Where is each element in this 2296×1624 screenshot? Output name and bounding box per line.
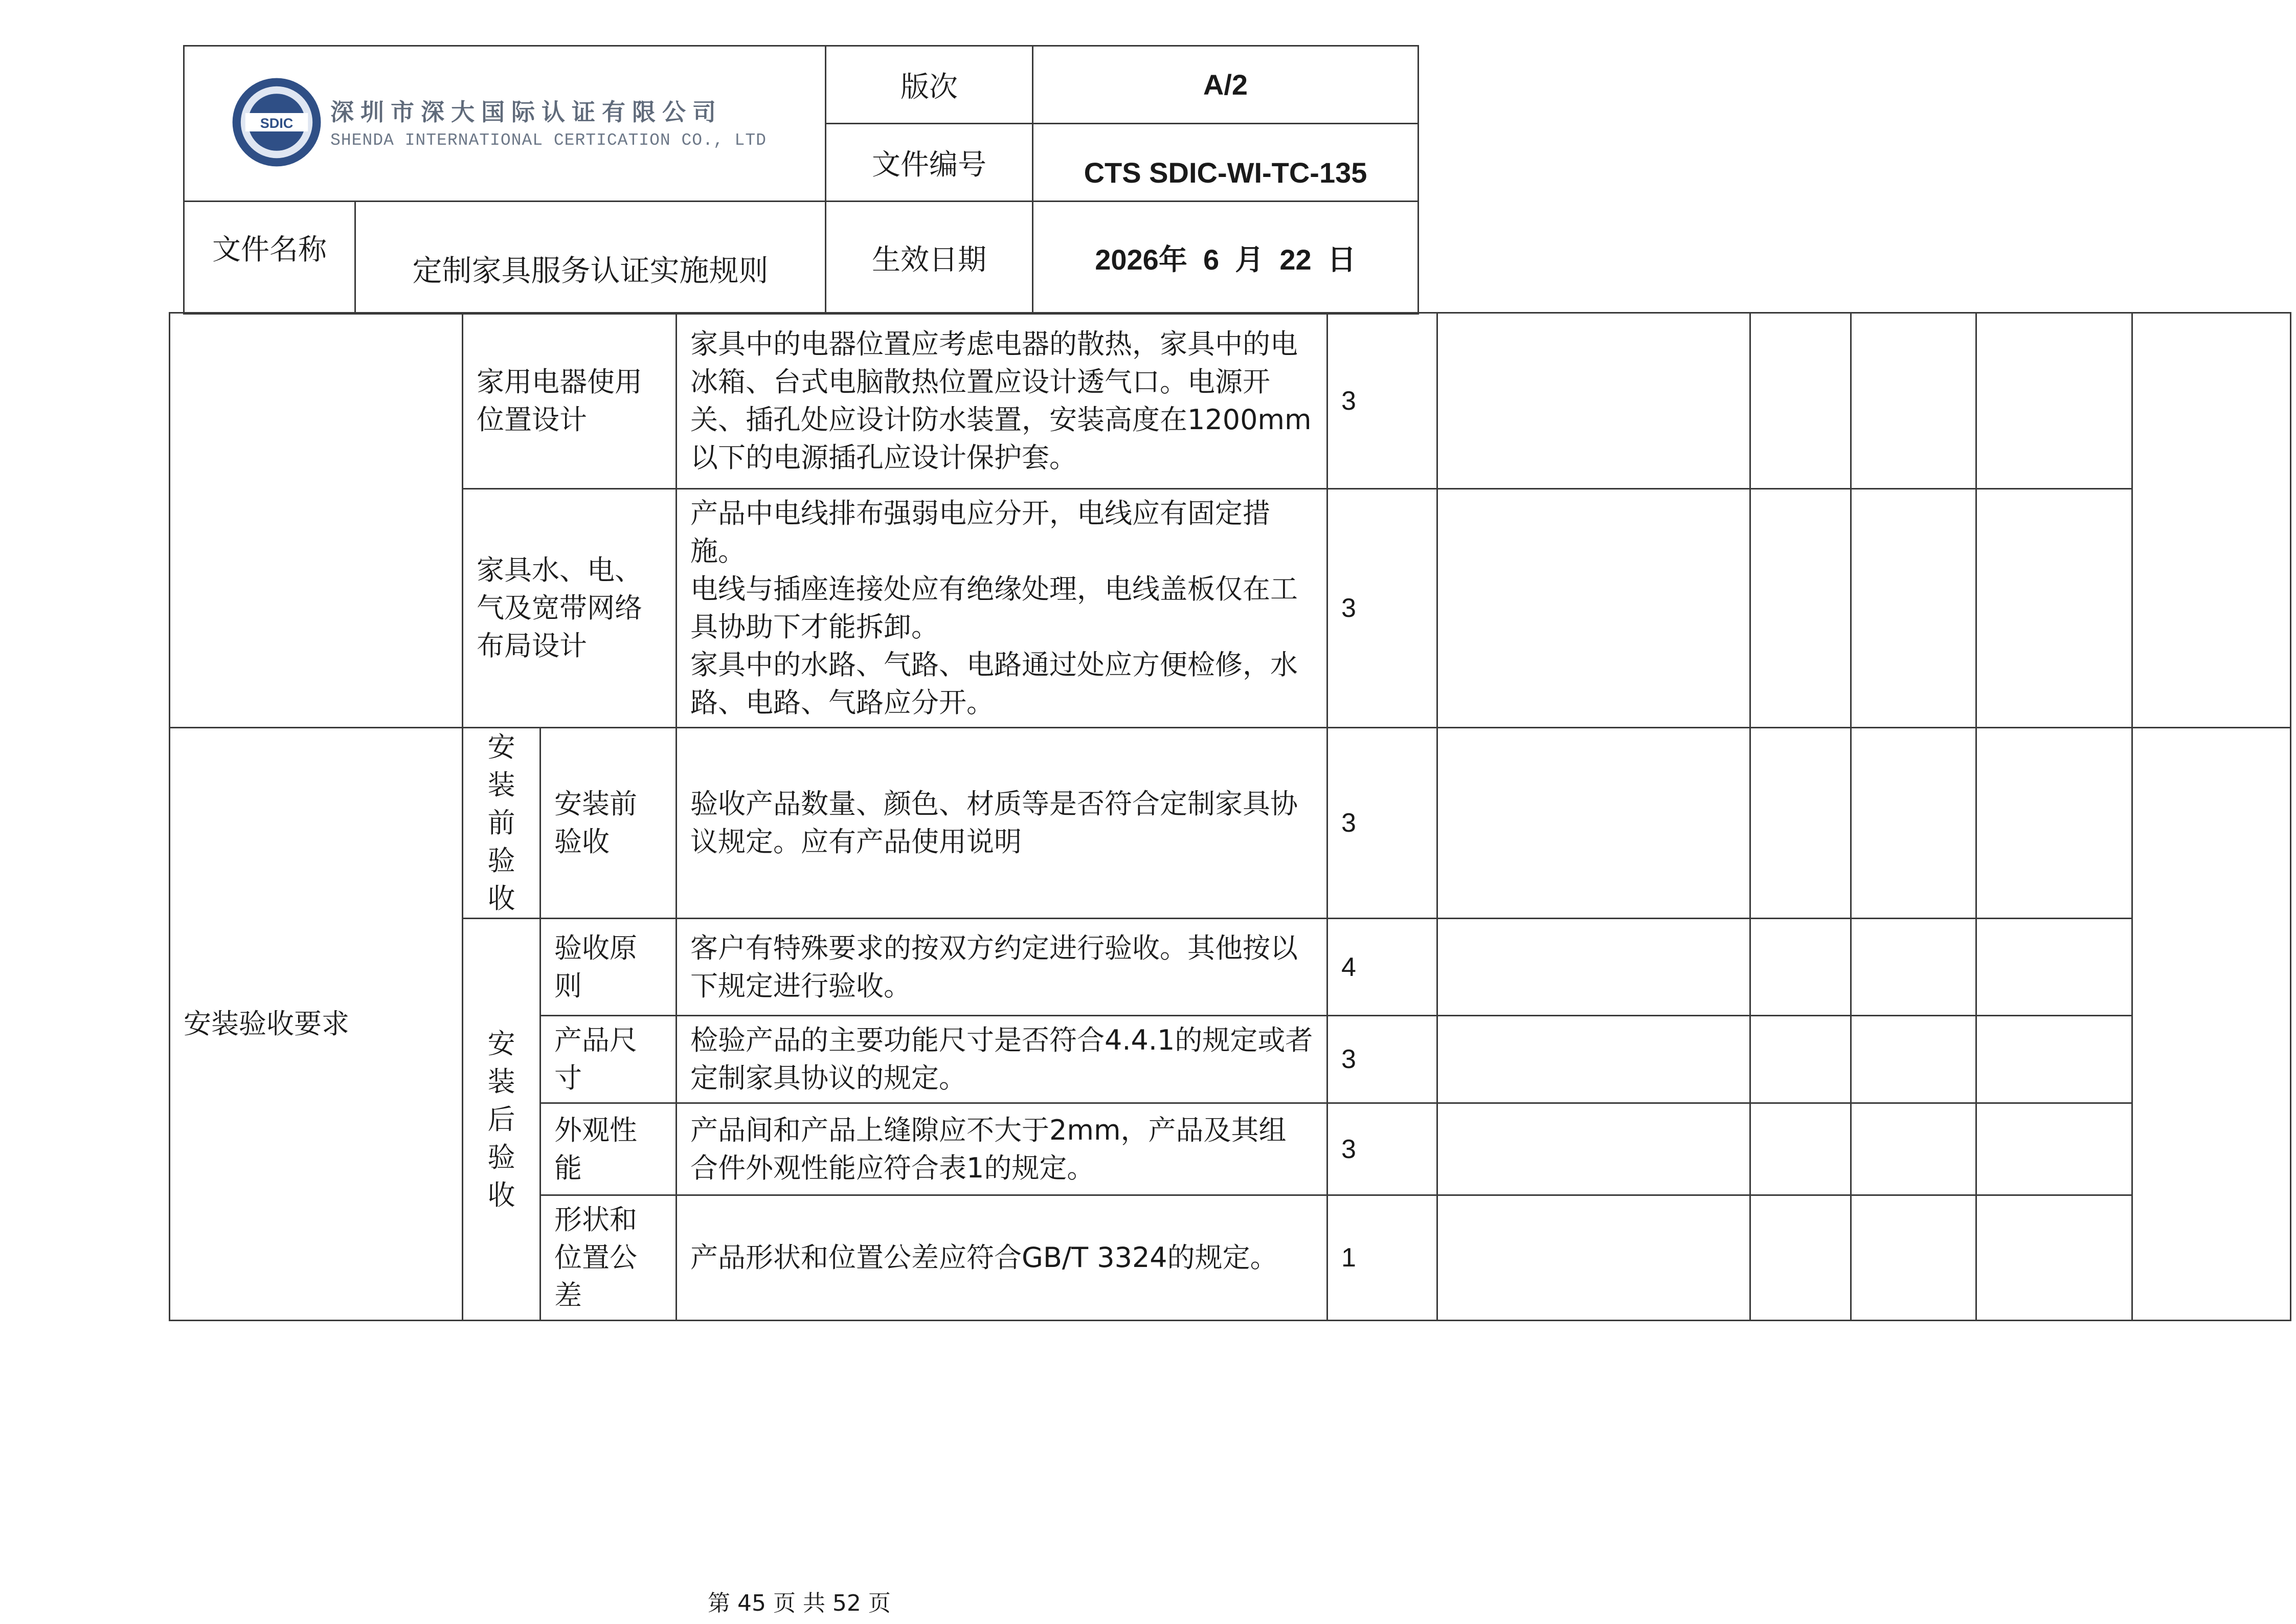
item-cell: 家具水、电、气及宽带网络布局设计: [463, 489, 677, 728]
section-cell-empty: [170, 313, 463, 728]
blank-cell: [1851, 728, 1976, 919]
blank-cell: [1851, 1195, 1976, 1321]
blank-cell: [1750, 313, 1851, 489]
blank-cell: [1976, 1016, 2132, 1103]
doc-number-value: CTS SDIC-WI-TC-135: [1033, 124, 1419, 202]
blank-cell: [1437, 919, 1750, 1016]
blank-cell: [1437, 728, 1750, 919]
blank-cell: [1437, 1103, 1750, 1195]
blank-cell: [1851, 1016, 1976, 1103]
logo-text: SDIC: [260, 115, 294, 131]
score-cell: 3: [1327, 313, 1437, 489]
blank-cell: [1750, 489, 1851, 728]
item-cell: 产品尺寸: [541, 1016, 677, 1103]
doc-number-label: 文件编号: [826, 124, 1033, 202]
document-header: [183, 45, 1419, 315]
blank-cell: [1851, 919, 1976, 1016]
blank-cell: [1976, 1103, 2132, 1195]
score-cell: 3: [1327, 728, 1437, 919]
doc-name-label: 文件名称: [184, 202, 355, 314]
requirement-cell: 客户有特殊要求的按双方约定进行验收。其他按以下规定进行验收。: [677, 919, 1327, 1016]
requirement-cell: 验收产品数量、颜色、材质等是否符合定制家具协议规定。应有产品使用说明: [677, 728, 1327, 919]
item-cell: 外观性能: [541, 1103, 677, 1195]
requirement-cell: 检验产品的主要功能尺寸是否符合4.4.1的规定或者定制家具协议的规定。: [677, 1016, 1327, 1103]
blank-cell: [1976, 313, 2132, 489]
table-row: [170, 919, 2291, 1016]
score-cell: 1: [1327, 1195, 1437, 1321]
blank-cell: [1750, 728, 1851, 919]
blank-cell: [1437, 1016, 1750, 1103]
post-install-group: 安装后验收: [463, 919, 541, 1321]
blank-cell: [1437, 313, 1750, 489]
effective-date-label: 生效日期: [826, 202, 1033, 314]
company-name-cn: 深圳市深大国际认证有限公司: [330, 98, 723, 126]
blank-cell: [1976, 1195, 2132, 1321]
item-cell: 形状和位置公差: [541, 1195, 677, 1321]
blank-cell: [1976, 728, 2132, 919]
requirements-table: [169, 312, 2291, 1321]
table-row: [170, 489, 2291, 728]
blank-cell: [1750, 919, 1851, 1016]
blank-cell: [1851, 313, 1976, 489]
blank-cell: [1437, 1195, 1750, 1321]
version-value: A/2: [1033, 46, 1419, 124]
score-cell: 3: [1327, 489, 1437, 728]
effective-date-value: 2026年 6 月 22 日: [1033, 202, 1419, 314]
requirement-cell: 产品中电线排布强弱电应分开，电线应有固定措施。 电线与插座连接处应有绝缘处理，电线盖板仅在工具协助下才能拆卸。 家具中的水路、气路、电路通过处应方便检修，水路、电路、气路应分开。: [677, 489, 1327, 728]
blank-cell: [1976, 919, 2132, 1016]
blank-cell: [2132, 728, 2291, 1321]
company-logo-cell: [184, 46, 826, 202]
blank-cell: [1750, 1103, 1851, 1195]
blank-cell: [1851, 1103, 1976, 1195]
section-label: 安装验收要求: [170, 728, 463, 1321]
item-cell: 家用电器使用位置设计: [463, 313, 677, 489]
sdic-logo-icon: [231, 76, 323, 168]
blank-cell: [1437, 489, 1750, 728]
pre-install-group: 安装前验收: [463, 728, 541, 919]
blank-cell: [1750, 1016, 1851, 1103]
score-cell: 3: [1327, 1016, 1437, 1103]
company-name-en: SHENDA INTERNATIONAL CERTICATION CO., LTD: [330, 131, 767, 150]
score-cell: 4: [1327, 919, 1437, 1016]
item-cell: 安装前验收: [541, 728, 677, 919]
doc-name-value: 定制家具服务认证实施规则: [355, 202, 826, 314]
score-cell: 3: [1327, 1103, 1437, 1195]
requirement-cell: 家具中的电器位置应考虑电器的散热，家具中的电冰箱、台式电脑散热位置应设计透气口。电源开关、插孔处应设计防水装置，安装高度在1200mm以下的电源插孔应设计保护套。: [677, 313, 1327, 489]
blank-cell: [1750, 1195, 1851, 1321]
table-row: [170, 313, 2291, 489]
blank-cell: [1976, 489, 2132, 728]
version-label: 版次: [826, 46, 1033, 124]
requirement-cell: 产品形状和位置公差应符合GB/T 3324的规定。: [677, 1195, 1327, 1321]
page-number: 第 45 页 共 52 页: [708, 1590, 891, 1616]
blank-cell: [1851, 489, 1976, 728]
table-row: [170, 728, 2291, 919]
requirement-cell: 产品间和产品上缝隙应不大于2mm，产品及其组合件外观性能应符合表1的规定。: [677, 1103, 1327, 1195]
blank-cell: [2132, 313, 2291, 728]
item-cell: 验收原则: [541, 919, 677, 1016]
